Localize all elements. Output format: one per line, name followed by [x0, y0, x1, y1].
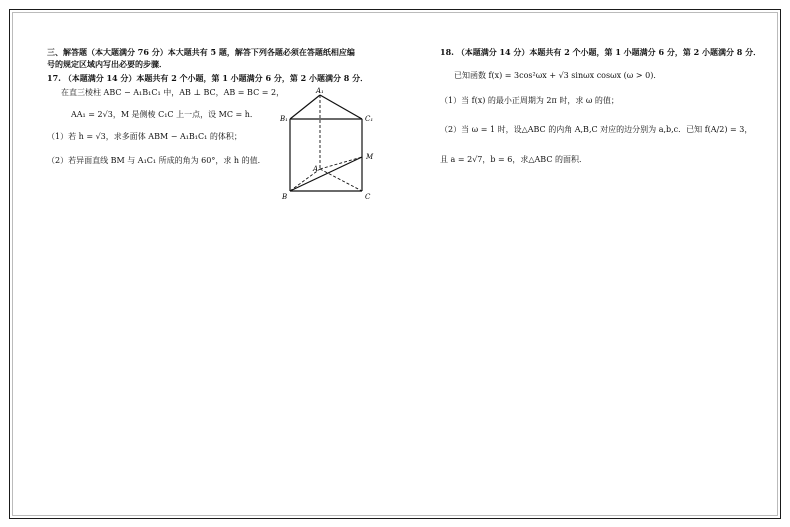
edge-B1A1 — [290, 95, 320, 119]
edge-AC-hidden — [320, 169, 362, 191]
q18-given: 已知函数 f(x) = 3cos²ωx + √3 sinωx cosωx (ω > 0)． — [454, 71, 662, 80]
exam-page — [9, 9, 781, 519]
q18-part2-cont: 且 a = 2√7，b = 6，求△ABC 的面积． — [440, 155, 587, 164]
q18-part2: （2）当 ω = 1 时，设△ABC 的内角 A,B,C 对应的边分别为 a,b,c．已知 f(A/2) = 3， — [440, 125, 753, 134]
section-header-line2: 号的规定区域内写出必要的步骤． — [47, 59, 167, 69]
section-header-line1: 三、解答题（本大题满分 76 分）本大题共有 5 题，解答下列各题必须在答题纸相应编 — [47, 47, 355, 57]
q17-part2: （2）若异面直线 BM 与 A₁C₁ 所成的角为 60°，求 h 的值． — [47, 156, 266, 165]
q18-header: 18. （本题满分 14 分）本题共有 2 个小题，第 1 小题满分 6 分，第 2 小题满分 8 分． — [440, 47, 762, 57]
label-A1: A₁ — [316, 87, 324, 95]
q18-part1: （1）当 f(x) 的最小正周期为 2π 时，求 ω 的值； — [440, 96, 619, 105]
label-C1: C₁ — [365, 115, 374, 123]
label-B1: B₁ — [280, 115, 288, 123]
prism-figure — [280, 87, 390, 205]
label-B: B — [282, 193, 288, 201]
segment-BM — [290, 157, 362, 191]
q17-header: 17. （本题满分 14 分）本题共有 2 个小题，第 1 小题满分 6 分，第 2 小题满分 8 分． — [47, 73, 369, 83]
q17-line1: 在直三棱柱 ABC − A₁B₁C₁ 中，AB ⊥ BC，AB = BC = 2， — [61, 88, 285, 97]
edge-A1C1 — [320, 95, 362, 119]
label-M: M — [366, 153, 374, 161]
label-A: A — [313, 165, 319, 173]
q17-part1: （1）若 h = √3，求多面体 ABM − A₁B₁C₁ 的体积； — [47, 132, 242, 141]
label-C: C — [365, 193, 371, 201]
q17-line2: AA₁ = 2√3，M 是侧棱 C₁C 上一点，设 MC = h． — [71, 110, 258, 119]
